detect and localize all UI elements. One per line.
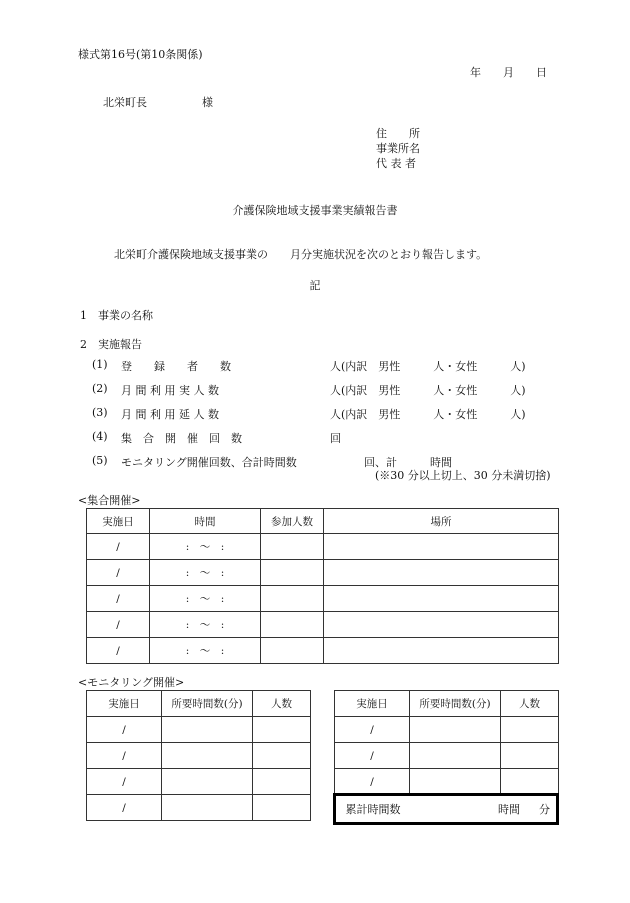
cumulative-hours-label: 累計時間数 (345, 803, 401, 816)
monitoring-table-left (86, 690, 311, 821)
ki-mark: 記 (309, 279, 321, 292)
item-1-no: (1) (92, 358, 108, 371)
table-row (87, 769, 311, 795)
place-cell[interactable] (324, 534, 559, 560)
gathering-header-place: 場所 (324, 509, 559, 534)
monitoring-header-minutes: 所要時間数(分) (410, 691, 501, 717)
date-line: 年 月 日 (470, 66, 547, 79)
date-cell[interactable]: / (87, 612, 150, 638)
people-cell[interactable] (253, 717, 311, 743)
item-3-unit: 人(内訳 男性 人・女性 人) (330, 408, 526, 421)
representative-label: 代 表 者 (376, 157, 416, 170)
minutes-cell[interactable] (162, 795, 253, 821)
people-cell[interactable] (501, 717, 559, 743)
gathering-header-time: 時間 (150, 509, 261, 534)
date-cell[interactable]: / (335, 743, 410, 769)
table-row (87, 560, 559, 586)
table-row (87, 534, 559, 560)
place-cell[interactable] (324, 612, 559, 638)
item-2-unit: 人(内訳 男性 人・女性 人) (330, 384, 526, 397)
gathering-table (86, 508, 559, 664)
time-cell[interactable]: : 〜 : (150, 534, 261, 560)
addressee: 北栄町長 様 (103, 96, 213, 109)
section-2: 2 実施報告 (80, 338, 142, 351)
item-1-label: 登 録 者 数 (121, 360, 231, 373)
gathering-header-date: 実施日 (87, 509, 150, 534)
people-cell[interactable] (253, 769, 311, 795)
monitoring-header-people: 人数 (501, 691, 559, 717)
date-cell[interactable]: / (87, 717, 162, 743)
gathering-heading: <集合開催> (78, 494, 141, 507)
time-cell[interactable]: : 〜 : (150, 612, 261, 638)
item-5-no: (5) (92, 454, 108, 467)
people-cell[interactable] (253, 743, 311, 769)
table-row (87, 638, 559, 664)
minutes-cell[interactable] (410, 717, 501, 743)
participants-cell[interactable] (261, 586, 324, 612)
monitoring-table-right (334, 690, 559, 795)
item-1-unit: 人(内訳 男性 人・女性 人) (330, 360, 526, 373)
place-cell[interactable] (324, 586, 559, 612)
place-cell[interactable] (324, 560, 559, 586)
participants-cell[interactable] (261, 612, 324, 638)
cumulative-minutes-unit[interactable]: 分 (539, 803, 550, 816)
minutes-cell[interactable] (162, 769, 253, 795)
table-row (335, 769, 559, 795)
item-5-unit: 回、計 時間 (364, 456, 452, 469)
address-label: 住 所 (376, 127, 420, 140)
table-row (87, 612, 559, 638)
time-cell[interactable]: : 〜 : (150, 586, 261, 612)
item-4-no: (4) (92, 430, 108, 443)
table-row (87, 586, 559, 612)
item-3-label: 月 間 利 用 延 人 数 (121, 408, 219, 421)
minutes-cell[interactable] (162, 743, 253, 769)
item-2-no: (2) (92, 382, 108, 395)
monitoring-header-date: 実施日 (335, 691, 410, 717)
date-cell[interactable]: / (87, 795, 162, 821)
monitoring-header-people: 人数 (253, 691, 311, 717)
participants-cell[interactable] (261, 534, 324, 560)
section-1: 1 事業の名称 (80, 309, 153, 322)
monitoring-header-minutes: 所要時間数(分) (162, 691, 253, 717)
form-id: 様式第16号(第10条関係) (78, 48, 203, 61)
gathering-header-participants: 参加人数 (261, 509, 324, 534)
rounding-note: (※30 分以上切上、30 分未満切捨) (375, 469, 551, 482)
time-cell[interactable]: : 〜 : (150, 560, 261, 586)
monitoring-header-date: 実施日 (87, 691, 162, 717)
table-row (335, 717, 559, 743)
item-5-label: モニタリング開催回数、合計時間数 (121, 456, 297, 469)
people-cell[interactable] (501, 769, 559, 795)
date-cell[interactable]: / (87, 586, 150, 612)
table-row (87, 795, 311, 821)
item-4-label: 集 合 開 催 回 数 (121, 432, 242, 445)
people-cell[interactable] (253, 795, 311, 821)
place-cell[interactable] (324, 638, 559, 664)
date-cell[interactable]: / (335, 717, 410, 743)
minutes-cell[interactable] (162, 717, 253, 743)
time-cell[interactable]: : 〜 : (150, 638, 261, 664)
intro-text: 北栄町介護保険地域支援事業の 月分実施状況を次のとおり報告します。 (114, 248, 488, 261)
date-cell[interactable]: / (335, 769, 410, 795)
cumulative-hours-box (333, 793, 559, 825)
office-label: 事業所名 (376, 142, 420, 155)
date-cell[interactable]: / (87, 560, 150, 586)
cumulative-hours-unit[interactable]: 時間 (498, 803, 520, 816)
table-row (87, 717, 311, 743)
date-cell[interactable]: / (87, 769, 162, 795)
monitoring-heading: <モニタリング開催> (78, 676, 185, 689)
participants-cell[interactable] (261, 560, 324, 586)
item-2-label: 月 間 利 用 実 人 数 (121, 384, 219, 397)
date-cell[interactable]: / (87, 638, 150, 664)
item-3-no: (3) (92, 406, 108, 419)
date-cell[interactable]: / (87, 743, 162, 769)
minutes-cell[interactable] (410, 743, 501, 769)
table-row (87, 743, 311, 769)
item-4-unit: 回 (330, 432, 341, 445)
minutes-cell[interactable] (410, 769, 501, 795)
document-title: 介護保険地域支援事業実績報告書 (232, 204, 398, 217)
people-cell[interactable] (501, 743, 559, 769)
date-cell[interactable]: / (87, 534, 150, 560)
table-row (335, 743, 559, 769)
participants-cell[interactable] (261, 638, 324, 664)
